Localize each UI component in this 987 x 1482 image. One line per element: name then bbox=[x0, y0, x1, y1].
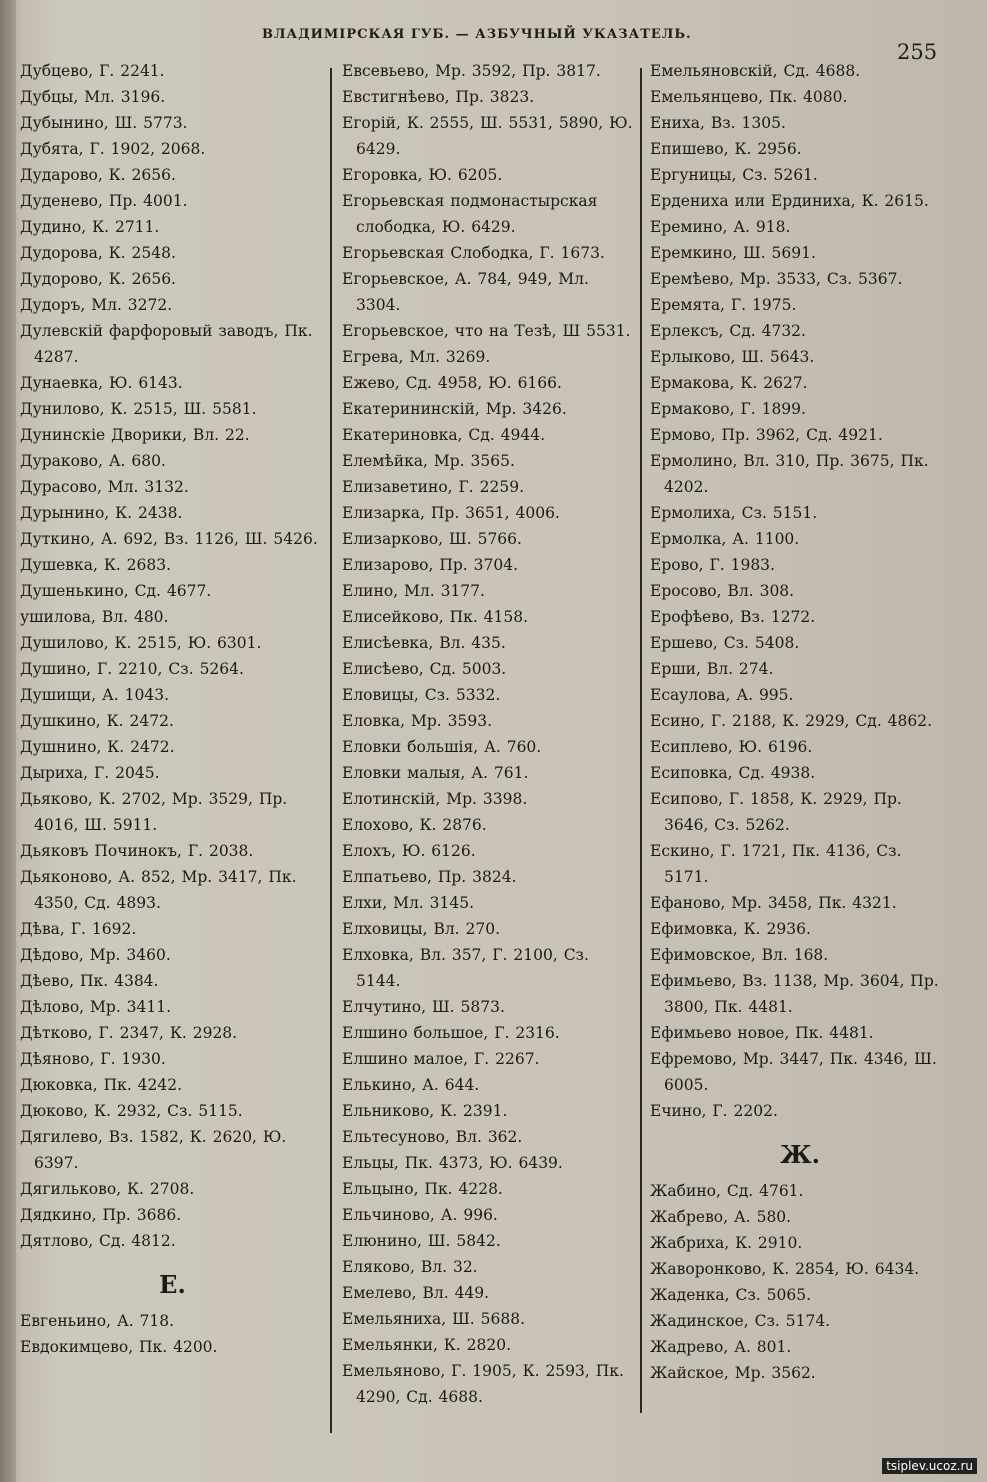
index-entry: Ермакова, К. 2627. bbox=[650, 374, 808, 392]
index-entry: Дягилево, Вз. 1582, К. 2620, Ю. 6397. bbox=[20, 1128, 287, 1172]
index-entry: Душевка, К. 2683. bbox=[20, 556, 172, 574]
index-entry: Ельтесуново, Вл. 362. bbox=[342, 1128, 523, 1146]
index-entry: Дѣдово, Мр. 3460. bbox=[20, 946, 171, 964]
page-edge-shadow bbox=[0, 0, 16, 1482]
index-entry: Еляково, Вл. 32. bbox=[342, 1258, 478, 1276]
index-entry: Есиплево, Ю. 6196. bbox=[650, 738, 813, 756]
index-entry: Ельцыно, Пк. 4228. bbox=[342, 1180, 503, 1198]
index-entry: Емельянцево, Пк. 4080. bbox=[650, 88, 848, 106]
index-entry: Елисѣевка, Вл. 435. bbox=[342, 634, 506, 652]
index-entry: Дунилово, К. 2515, Ш. 5581. bbox=[20, 400, 257, 418]
index-entry: Душищи, А. 1043. bbox=[20, 686, 170, 704]
index-entry: Ефаново, Мр. 3458, Пк. 4321. bbox=[650, 894, 897, 912]
index-entry: Екатериновка, Сд. 4944. bbox=[342, 426, 546, 444]
index-entry: Еросово, Вл. 308. bbox=[650, 582, 795, 600]
index-entry: Дыриха, Г. 2045. bbox=[20, 764, 160, 782]
index-entry: Емельяниха, Ш. 5688. bbox=[342, 1310, 526, 1328]
index-entry: Елизаветино, Г. 2259. bbox=[342, 478, 524, 496]
index-entry: Ескино, Г. 1721, Пк. 4136, Сз. 5171. bbox=[650, 842, 902, 886]
index-entry: Жадрево, А. 801. bbox=[650, 1338, 792, 1356]
index-entry: Дягильково, К. 2708. bbox=[20, 1180, 195, 1198]
index-entry: Елпатьево, Пр. 3824. bbox=[342, 868, 517, 886]
index-entry: Елизарково, Ш. 5766. bbox=[342, 530, 522, 548]
index-entry: Елизарка, Пр. 3651, 4006. bbox=[342, 504, 560, 522]
index-entry: Ердениха или Ердиниха, К. 2615. bbox=[650, 192, 929, 210]
index-entry: Дудорова, К. 2548. bbox=[20, 244, 176, 262]
index-entry: Еремино, А. 918. bbox=[650, 218, 791, 236]
index-entry: Ергуницы, Сз. 5261. bbox=[650, 166, 818, 184]
index-entry: Елюнино, Ш. 5842. bbox=[342, 1232, 501, 1250]
index-entry: Ермолка, А. 1100. bbox=[650, 530, 800, 548]
index-entry: Ерово, Г. 1983. bbox=[650, 556, 775, 574]
index-entry: Елохово, К. 2876. bbox=[342, 816, 487, 834]
index-entry: Емельяново, Г. 1905, К. 2593, Пк. 4290, Сд. 4688. bbox=[342, 1362, 624, 1406]
index-entry: Егорьевское, А. 784, 949, Мл. 3304. bbox=[342, 270, 589, 314]
running-header: ВЛАДИМІРСКАЯ ГУБ. — АЗБУЧНЫЙ УКАЗАТЕЛЬ. bbox=[262, 27, 692, 42]
index-entry: Дубцево, Г. 2241. bbox=[20, 62, 165, 80]
index-entry: Ермаково, Г. 1899. bbox=[650, 400, 806, 418]
index-entry: Душино, Г. 2210, Сз. 5264. bbox=[20, 660, 244, 678]
index-entry: Душкино, К. 2472. bbox=[20, 712, 174, 730]
index-entry: Егорьевская Слободка, Г. 1673. bbox=[342, 244, 605, 262]
index-entry: Еремѣево, Мр. 3533, Сз. 5367. bbox=[650, 270, 903, 288]
index-entry: Евстигнѣево, Пр. 3823. bbox=[342, 88, 535, 106]
index-entry: Дударово, К. 2656. bbox=[20, 166, 176, 184]
page-number: 255 bbox=[897, 40, 938, 64]
index-entry: Емельянки, К. 2820. bbox=[342, 1336, 512, 1354]
index-entry: Дурасово, Мл. 3132. bbox=[20, 478, 189, 496]
index-entry: Ерлыково, Ш. 5643. bbox=[650, 348, 815, 366]
index-entry: Ельниково, К. 2391. bbox=[342, 1102, 508, 1120]
index-entry: Елотинскій, Мр. 3398. bbox=[342, 790, 528, 808]
index-entry: Екатерининскій, Мр. 3426. bbox=[342, 400, 567, 418]
index-entry: Еловки малыя, А. 761. bbox=[342, 764, 529, 782]
index-entry: Дурынино, К. 2438. bbox=[20, 504, 183, 522]
index-entry: Елшино малое, Г. 2267. bbox=[342, 1050, 540, 1068]
index-entry: Дуткино, А. 692, Вз. 1126, Ш. 5426. bbox=[20, 530, 318, 548]
index-entry: Есиповка, Сд. 4938. bbox=[650, 764, 816, 782]
index-entry: Ельцы, Пк. 4373, Ю. 6439. bbox=[342, 1154, 563, 1172]
index-entry: Елхи, Мл. 3145. bbox=[342, 894, 475, 912]
index-entry: Дьяковъ Починокъ, Г. 2038. bbox=[20, 842, 254, 860]
index-entry: Егоровка, Ю. 6205. bbox=[342, 166, 503, 184]
index-entry: Дунинскіе Дворики, Вл. 22. bbox=[20, 426, 250, 444]
index-entry: Дубцы, Мл. 3196. bbox=[20, 88, 166, 106]
index-entry: Еремкино, Ш. 5691. bbox=[650, 244, 816, 262]
index-entry: Дудорово, К. 2656. bbox=[20, 270, 176, 288]
index-entry: Жаденка, Сз. 5065. bbox=[650, 1286, 812, 1304]
section-letter-heading: Е. bbox=[159, 1270, 186, 1299]
index-entry: Елшино большое, Г. 2316. bbox=[342, 1024, 560, 1042]
index-entry: Есаулова, А. 995. bbox=[650, 686, 794, 704]
index-entry: Дѣва, Г. 1692. bbox=[20, 920, 137, 938]
index-entry: Есино, Г. 2188, К. 2929, Сд. 4862. bbox=[650, 712, 933, 730]
index-entry: Жабрево, А. 580. bbox=[650, 1208, 792, 1226]
index-entry: Дѣево, Пк. 4384. bbox=[20, 972, 159, 990]
index-entry: Елохъ, Ю. 6126. bbox=[342, 842, 476, 860]
index-entry: Елино, Мл. 3177. bbox=[342, 582, 485, 600]
index-entry: Дудино, К. 2711. bbox=[20, 218, 160, 236]
index-entry: Жадинское, Сз. 5174. bbox=[650, 1312, 831, 1330]
index-entry: Ершево, Сз. 5408. bbox=[650, 634, 800, 652]
index-entry: Дулевскій фарфоровый заводъ, Пк. 4287. bbox=[20, 322, 313, 366]
index-entry: Ефимьево, Вз. 1138, Мр. 3604, Пр. 3800, Пк. 4481. bbox=[650, 972, 939, 1016]
index-entry: Елисѣево, Сд. 5003. bbox=[342, 660, 507, 678]
index-entry: Ерофѣево, Вз. 1272. bbox=[650, 608, 816, 626]
index-entry: Евдокимцево, Пк. 4200. bbox=[20, 1338, 218, 1356]
index-entry: Жаворонково, К. 2854, Ю. 6434. bbox=[650, 1260, 920, 1278]
section-letter-heading: Ж. bbox=[780, 1140, 820, 1169]
index-entry: Елховка, Вл. 357, Г. 2100, Сз. 5144. bbox=[342, 946, 589, 990]
index-entry: Дѣлово, Мр. 3411. bbox=[20, 998, 172, 1016]
index-entry: Егорьевская подмонастырская слободка, Ю. 6429. bbox=[342, 192, 598, 236]
index-entry: Дунаевка, Ю. 6143. bbox=[20, 374, 183, 392]
column-rule-right bbox=[640, 68, 642, 1413]
index-entry: Ермолиха, Сз. 5151. bbox=[650, 504, 818, 522]
index-entry: Дюково, К. 2932, Сз. 5115. bbox=[20, 1102, 243, 1120]
watermark: tsiplev.ucoz.ru bbox=[882, 1458, 977, 1474]
index-entry: Ежево, Сд. 4958, Ю. 6166. bbox=[342, 374, 562, 392]
index-entry: Ермолино, Вл. 310, Пр. 3675, Пк. 4202. bbox=[650, 452, 929, 496]
index-entry: Егорій, К. 2555, Ш. 5531, 5890, Ю. 6429. bbox=[342, 114, 633, 158]
index-entry: Емельяновскій, Сд. 4688. bbox=[650, 62, 861, 80]
index-entry: Душилово, К. 2515, Ю. 6301. bbox=[20, 634, 262, 652]
index-entry: Жабриха, К. 2910. bbox=[650, 1234, 803, 1252]
index-entry: Еловки большія, А. 760. bbox=[342, 738, 542, 756]
index-entry: Дудоръ, Мл. 3272. bbox=[20, 296, 173, 314]
index-entry: Дѣяново, Г. 1930. bbox=[20, 1050, 166, 1068]
index-entry: Дураково, А. 680. bbox=[20, 452, 166, 470]
index-entry: Ефимовка, К. 2936. bbox=[650, 920, 811, 938]
index-entry: Евсевьево, Мр. 3592, Пр. 3817. bbox=[342, 62, 601, 80]
index-entry: Ефремово, Мр. 3447, Пк. 4346, Ш. 6005. bbox=[650, 1050, 937, 1094]
index-entry: Жайское, Мр. 3562. bbox=[650, 1364, 816, 1382]
index-entry: Дьяконово, А. 852, Мр. 3417, Пк. 4350, Сд. 4893. bbox=[20, 868, 297, 912]
index-entry: Елчутино, Ш. 5873. bbox=[342, 998, 505, 1016]
index-entry: ушилова, Вл. 480. bbox=[20, 608, 169, 626]
index-entry: Емелево, Вл. 449. bbox=[342, 1284, 490, 1302]
index-entry: Ениха, Вз. 1305. bbox=[650, 114, 786, 132]
index-entry: Епишево, К. 2956. bbox=[650, 140, 802, 158]
index-entry: Душнино, К. 2472. bbox=[20, 738, 175, 756]
index-entry: Дубынино, Ш. 5773. bbox=[20, 114, 188, 132]
index-entry: Ельчиново, А. 996. bbox=[342, 1206, 498, 1224]
index-entry: Елемѣйка, Мр. 3565. bbox=[342, 452, 515, 470]
index-entry: Егорьевское, что на Тезѣ, Ш 5531. bbox=[342, 322, 631, 340]
index-entry: Еловицы, Сз. 5332. bbox=[342, 686, 501, 704]
index-entry: Дьяково, К. 2702, Мр. 3529, Пр. 4016, Ш. 5911. bbox=[20, 790, 288, 834]
index-entry: Дюковка, Пк. 4242. bbox=[20, 1076, 183, 1094]
index-entry: Ерлексъ, Сд. 4732. bbox=[650, 322, 806, 340]
index-entry: Елизарово, Пр. 3704. bbox=[342, 556, 519, 574]
index-entry: Жабино, Сд. 4761. bbox=[650, 1182, 804, 1200]
index-column-1 bbox=[20, 58, 325, 1360]
column-rule-left bbox=[330, 68, 332, 1433]
index-entry: Ермово, Пр. 3962, Сд. 4921. bbox=[650, 426, 883, 444]
index-entry: Дѣтково, Г. 2347, К. 2928. bbox=[20, 1024, 238, 1042]
index-entry: Есипово, Г. 1858, К. 2929, Пр. 3646, Сз. 5262. bbox=[650, 790, 902, 834]
index-entry: Дуденево, Пр. 4001. bbox=[20, 192, 188, 210]
index-entry: Ефимовское, Вл. 168. bbox=[650, 946, 829, 964]
index-entry: Дятлово, Сд. 4812. bbox=[20, 1232, 176, 1250]
index-entry: Егрева, Мл. 3269. bbox=[342, 348, 491, 366]
index-entry: Ечино, Г. 2202. bbox=[650, 1102, 778, 1120]
index-entry: Душенькино, Сд. 4677. bbox=[20, 582, 212, 600]
index-entry: Елховицы, Вл. 270. bbox=[342, 920, 501, 938]
index-entry: Дубята, Г. 1902, 2068. bbox=[20, 140, 206, 158]
index-entry: Ерши, Вл. 274. bbox=[650, 660, 774, 678]
index-entry: Елисейково, Пк. 4158. bbox=[342, 608, 529, 626]
index-column-2 bbox=[342, 58, 639, 1410]
index-entry: Евгеньино, А. 718. bbox=[20, 1312, 175, 1330]
index-entry: Ефимьево новое, Пк. 4481. bbox=[650, 1024, 874, 1042]
index-entry: Елькино, А. 644. bbox=[342, 1076, 480, 1094]
index-entry: Еремята, Г. 1975. bbox=[650, 296, 797, 314]
index-entry: Дядкино, Пр. 3686. bbox=[20, 1206, 182, 1224]
index-entry: Еловка, Мр. 3593. bbox=[342, 712, 493, 730]
index-column-3 bbox=[650, 58, 950, 1386]
